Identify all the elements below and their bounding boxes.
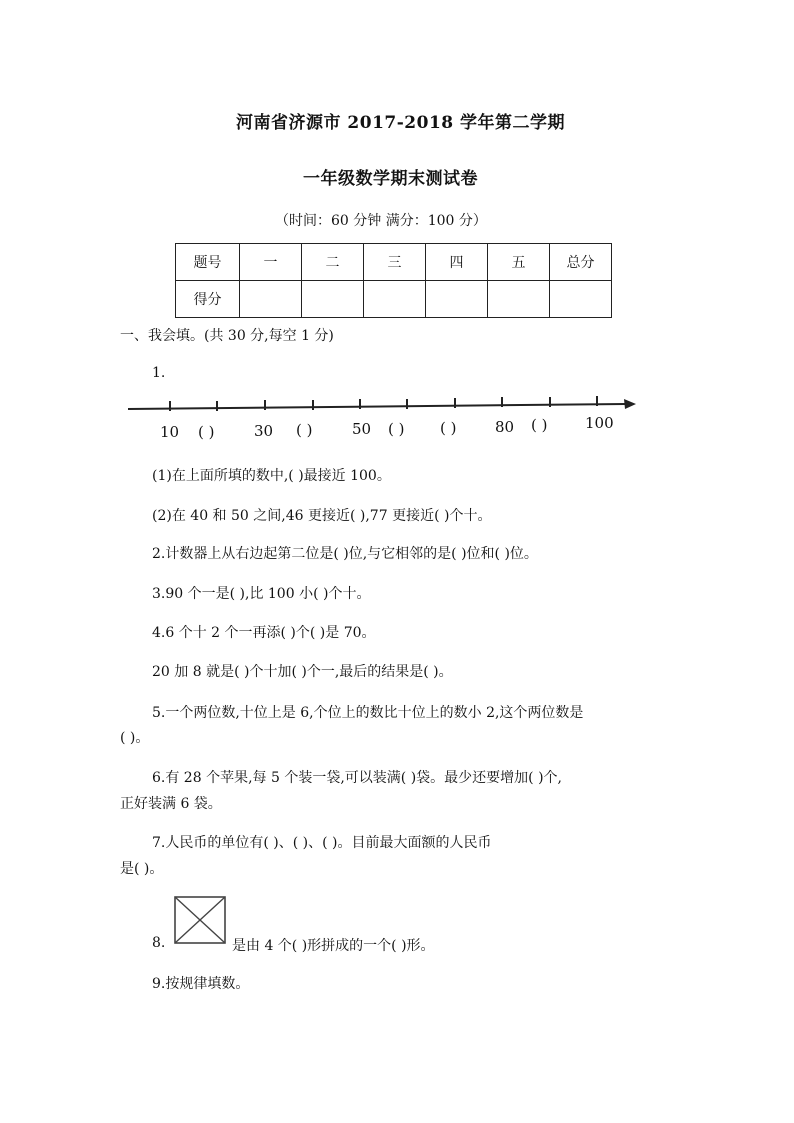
question-7-line1: 7.人民币的单位有( )、( )、( )。目前最大面额的人民币: [152, 835, 492, 851]
number-line-label: 100: [585, 414, 614, 432]
page-subtitle: 一年级数学期末测试卷: [303, 169, 478, 189]
number-line-label: 30: [254, 422, 274, 440]
score-input-cell[interactable]: [364, 281, 426, 318]
question-9: 9.按规律填数。: [152, 976, 250, 992]
question-3: 3.90 个一是( ),比 100 小( )个十。: [152, 586, 371, 602]
question-2: 2.计数器上从右边起第二位是( )位,与它相邻的是( )位和( )位。: [152, 546, 538, 562]
number-line: [124, 392, 644, 422]
score-table-header-row: [176, 244, 612, 281]
score-input-cell[interactable]: [240, 281, 302, 318]
square-diagonals-figure: [172, 894, 228, 946]
score-cell: 四: [426, 244, 488, 281]
score-input-cell[interactable]: [302, 281, 364, 318]
question-1-label: 1.: [152, 365, 166, 381]
number-line-blank[interactable]: ( ): [198, 423, 215, 441]
number-line-label: 80: [495, 418, 515, 436]
score-input-cell[interactable]: [550, 281, 612, 318]
number-line-blank[interactable]: ( ): [388, 420, 405, 438]
score-input-cell[interactable]: [488, 281, 550, 318]
number-line-blank[interactable]: ( ): [296, 421, 313, 439]
number-line-blank[interactable]: ( ): [531, 416, 548, 434]
question-5-line1: 5.一个两位数,十位上是 6,个位上的数比十位上的数小 2,这个两位数是: [152, 705, 584, 721]
question-4a: 4.6 个十 2 个一再添( )个( )是 70。: [152, 625, 376, 641]
question-6-line2: 正好装满 6 袋。: [120, 796, 222, 812]
score-cell: 题号: [176, 244, 240, 281]
question-1-2: (2)在 40 和 50 之间,46 更接近( ),77 更接近( )个十。: [152, 508, 492, 524]
section-heading: 一、我会填。(共 30 分,每空 1 分): [120, 328, 334, 344]
question-8-text: 是由 4 个( )形拼成的一个( )形。: [232, 938, 435, 954]
question-6-line1: 6.有 28 个苹果,每 5 个装一袋,可以装满( )袋。最少还要增加( )个,: [152, 770, 562, 786]
score-cell: 三: [364, 244, 426, 281]
score-table-score-row: [176, 281, 612, 318]
score-cell: 五: [488, 244, 550, 281]
number-line-blank[interactable]: ( ): [440, 419, 457, 437]
score-table: [175, 243, 612, 318]
score-input-cell[interactable]: [426, 281, 488, 318]
score-cell: 一: [240, 244, 302, 281]
number-line-label: 10: [160, 423, 180, 441]
time-info: （时间：60 分钟 满分：100 分）: [275, 213, 487, 229]
score-cell: 得分: [176, 281, 240, 318]
page-title: 河南省济源市 2017-2018 学年第二学期: [236, 113, 566, 133]
question-7-line2: 是( )。: [120, 861, 164, 877]
score-cell: 二: [302, 244, 364, 281]
number-line-label: 50: [352, 420, 372, 438]
score-cell: 总分: [550, 244, 612, 281]
question-4b: 20 加 8 就是( )个十加( )个一,最后的结果是( )。: [152, 664, 453, 680]
question-5-line2: ( )。: [120, 730, 150, 746]
question-1-1: (1)在上面所填的数中,( )最接近 100。: [152, 468, 391, 484]
question-8-label: 8.: [152, 935, 166, 951]
